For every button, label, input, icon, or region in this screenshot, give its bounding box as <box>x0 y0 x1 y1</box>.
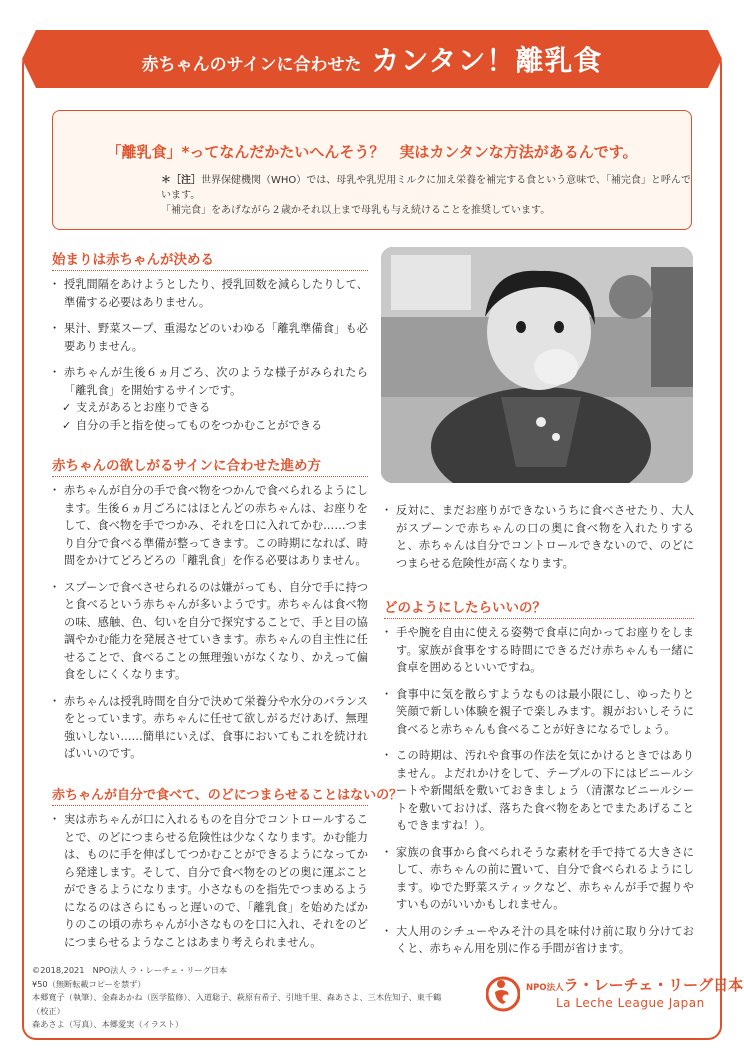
section3-title: 赤ちゃんが自分で食べて、のどにつまらせることはないの？ <box>52 788 403 803</box>
section4-title: どのようにしたらいいの？ <box>384 600 546 616</box>
baby-eating-photo <box>381 247 693 483</box>
list-item: ・ 大人用のシチューやみそ汁の具を味付け前に取り分けておくと、赤ちゃん用を別に作る手間が省けます。 <box>384 923 694 958</box>
list-item: ・ 家族の食事から食べられそうな素材を手で持てる大きさにして、赤ちゃんの前に置いて、自分で食べられるようにします。ゆでた野菜スティックなど、赤ちゃんが手で握りやすいものがいいかもしれません。 <box>384 844 694 914</box>
section1-rule <box>52 270 368 271</box>
check-item: ✓ 支えがあるとお座りできる <box>52 399 368 417</box>
list-item: ・ スプーンで食べさせられるのは嫌がっても、自分で手に持つと食べるという赤ちゃんが多いようです。赤ちゃんは食べ物の味、感触、色、匂いを自分で探究することで、手と目の協調やかむ能力を発展させていきます。赤ちゃんの自主性に任せることで、食べることの無理強いがなくなり、かえって偏食をしにくくなります。 <box>52 579 368 684</box>
section3-rule <box>52 805 368 806</box>
list-item: ・ 赤ちゃんは授乳時間を自分で決めて栄養分や水分のバランスをとっています。赤ちゃんに任せて欲しがるだけあげ、無理強いしない……簡単にいえば、食事においてもこれを続ければいいのです。 <box>52 693 368 763</box>
section1-title: 始まりは赤ちゃんが決める <box>52 252 214 268</box>
footer-credits-line2: 森あさよ（写真）、本郷愛実（イラスト） <box>32 1019 184 1029</box>
section1-list <box>52 276 368 434</box>
section4-rule <box>384 618 694 619</box>
list-item: ・ この時期は、汚れや食事の作法を気にかけるときではありません。よだれかけをして、テーブルの下にはビニールシートや新聞紙を敷いておきましょう（清潔なビニールシートを敷いておけば、落ちた食べ物をあとでまたあげることもできますね！）。 <box>384 747 694 835</box>
banner-subtitle: 赤ちゃんのサインに合わせた <box>141 54 362 75</box>
list-item: ・ 果汁、野菜スープ、重湯などのいわゆる「離乳準備食」も必要ありません。 <box>52 320 368 355</box>
intro-box <box>52 110 692 230</box>
logo-name: ラ・レーチェ・リーグ日本 <box>563 976 744 994</box>
list-item: ・ 赤ちゃんが生後６ヵ月ごろ、次のような様子がみられたら「離乳食」を開始するサインです。 <box>52 364 368 399</box>
list-item: ・ 実は赤ちゃんが口に入れるものを自分でコントロールすることで、のどにつまらせる危険性は少なくなります。かむ能力は、ものに手を伸ばしてつかむことができるようになってから発達します。そして、自分で食べ物をのどの奥に運ぶことができるようになります。小さなものを指先でつまめるようになるのはさらにもっと遅いので、「離乳食」を始めたばかりのこの頃の赤ちゃんが小さなものを口に入れ、それをのどにつまらせるようなことはあまり考えられません。 <box>52 811 368 951</box>
section2-rule <box>52 476 368 477</box>
banner-title: カンタン！離乳食 <box>371 44 603 77</box>
logo-prefix: NPO法人 <box>526 983 564 993</box>
footer-credits-line1: 本郷寛子（執筆）、金森あかね（医学監修）、入道聡子、萩原有希子、引地千里、森あさよ、三木佐知子、東千鶴（校正） <box>32 992 442 1016</box>
footer-credits <box>32 964 452 1032</box>
footer-copyright: ©2018,2021 NPO法人 ラ・レーチェ・リーグ日本 <box>32 965 228 975</box>
note-line-1: 世界保健機関（WHO）では、母乳や乳児用ミルクに加え栄養を補完する食という意味で、「補完食」と呼んでいます。 <box>161 175 691 201</box>
list-item: ・ 赤ちゃんが自分の手で食べ物をつかんで食べられるようにします。生後６ヵ月ごろにはほとんどの赤ちゃんは、お座りをして、食べ物を手でつかみ、それを口に入れてかむ……つまり自分で食べる準備が整ってきます。この時期になれば、時間をかけてどろどろの「離乳食」を作る必要はありません。 <box>52 482 368 570</box>
title-banner <box>22 30 722 88</box>
footer-price: ¥50（無断転載コピーを禁ず） <box>32 978 146 989</box>
right-top-list <box>384 502 694 581</box>
section4-list <box>384 624 694 967</box>
check-item: ✓ 自分の手と指を使ってものをつかむことができる <box>52 417 368 435</box>
logo-english: La Leche League Japan <box>556 996 705 1010</box>
mother-baby-logo-icon <box>486 972 520 1016</box>
note-label: ＊［注］ <box>161 175 201 186</box>
org-logo <box>486 970 744 1022</box>
section2-title: 赤ちゃんの欲しがるサインに合わせた進め方 <box>52 458 322 474</box>
list-item: ・ 授乳間隔をあけようとしたり、授乳回数を減らしたりして、準備する必要はありません。 <box>52 276 368 311</box>
list-item: ・ 手や腕を自由に使える姿勢で食卓に向かってお座りをします。家族が食事をする時間にできるだけ赤ちゃんも一緒に食卓を囲めるといいですね。 <box>384 624 694 677</box>
list-item: ・ 食事中に気を散らすようなものは最小限にし、ゆったりと笑顔で新しい体験を親子で楽しみます。親がおいしそうに食べると赤ちゃんも食べることが好きになるでしょう。 <box>384 686 694 739</box>
list-item: ・ 反対に、まだお座りができないうちに食べさせたり、大人がスプーンで赤ちゃんの口の奥に食べ物を入れたりすると、赤ちゃんは自分でコントロールできないので、のどにつまらせる危険性が高くなります。 <box>384 502 694 572</box>
intro-heading: 「離乳食」*ってなんだかたいへんそう？ 実はカンタンな方法があるんです。 <box>106 143 638 161</box>
intro-note <box>161 173 691 218</box>
note-line-2: 「補完食」をあげながら２歳かそれ以上まで母乳も与え続けることを推奨しています。 <box>161 205 551 216</box>
section3-list <box>52 811 368 960</box>
section2-list <box>52 482 368 772</box>
